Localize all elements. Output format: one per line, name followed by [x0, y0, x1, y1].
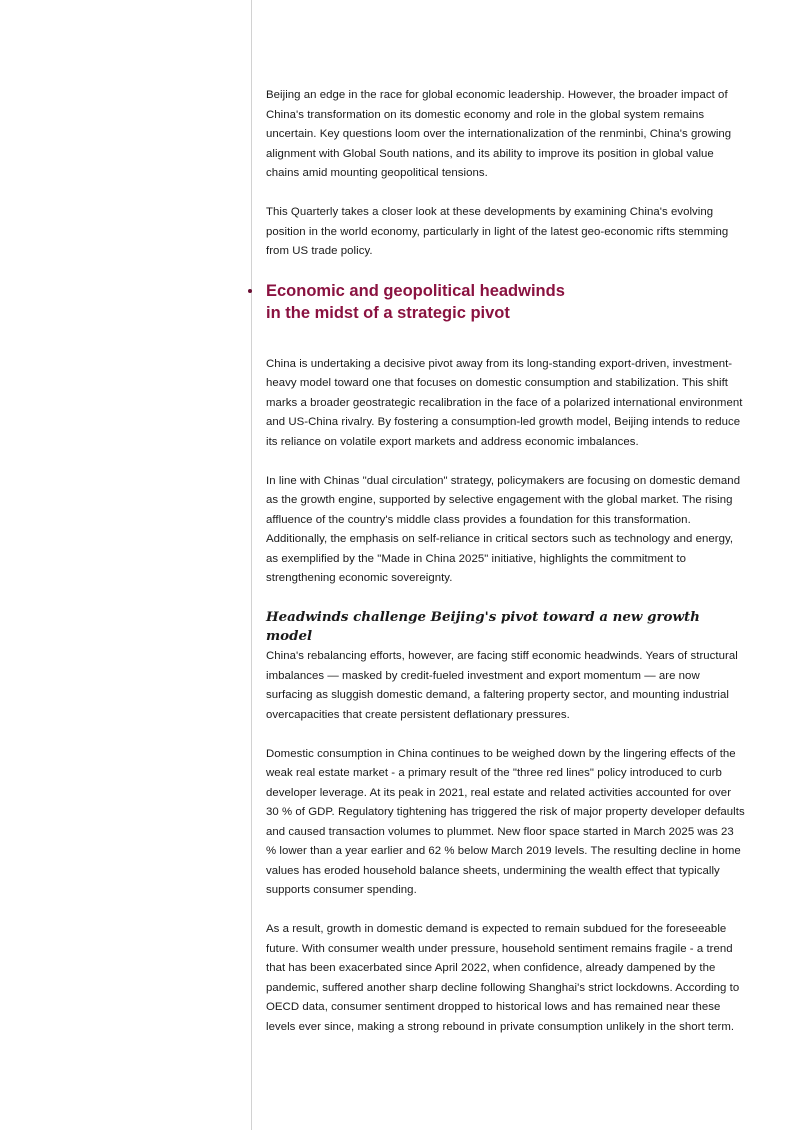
section-heading-line: in the midst of a strategic pivot — [266, 303, 510, 322]
subsection-heading: Headwinds challenge Beijing's pivot toward a new growth model — [266, 609, 700, 644]
section-heading-line: Economic and geopolitical headwinds — [266, 281, 565, 300]
section-paragraph: In line with Chinas "dual circulation" strategy, policymakers are focusing on domestic demand as the growth engine, supported by selective engagement with the global market. The rising affluence of the country's middle class provides a foundation for this transformation. Additionally, the emphasis on self-reliance in critical sectors such as technology and energy, as exemplified by the "Made in China 2025" initiative, highlights the commitment to strengthening economic sovereignty. — [266, 474, 741, 584]
margin-rule — [251, 0, 252, 1130]
article-body — [266, 86, 746, 1037]
section-heading — [266, 280, 746, 324]
bullet-icon — [248, 289, 252, 293]
subsection-paragraph: As a result, growth in domestic demand is expected to remain subdued for the foreseeable future. With consumer wealth under pressure, household sentiment remains fragile - a trend that has been exacerbated since April 2022, when confidence, already dampened by the pandemic, suffered another sharp decline following Shanghai's strict lockdowns. According to OECD data, consumer sentiment dropped to historical lows and has remained near these levels ever since, making a strong rebound in private consumption unlikely in the short term. — [266, 923, 740, 1033]
subsection-paragraph: China's rebalancing efforts, however, are facing stiff economic headwinds. Years of structural imbalances — masked by credit-fueled investment and export momentum — are now surfacing as sluggish domestic demand, a faltering property sector, and mounting industrial overcapacities that create persistent deflationary pressures. — [266, 650, 738, 721]
subsection-paragraph: Domestic consumption in China continues to be weighed down by the lingering effects of the weak real estate market - a primary result of the "three red lines" policy introduced to curb developer leverage. At its peak in 2021, real estate and related activities accounted for over 30 % of GDP. Regulatory tightening has triggered the risk of major property developer defaults and caused transaction volumes to plummet. New floor space started in March 2025 was 23 % lower than a year earlier and 62 % below March 2019 levels. The resulting decline in home values has eroded household balance sheets, undermining the wealth effect that typically supports consumer spending. — [266, 747, 745, 896]
section-paragraph: China is undertaking a decisive pivot away from its long-standing export-driven, investment-heavy model toward one that focuses on domestic consumption and stabilization. This shift marks a broader geostrategic recalibration in the face of a polarized international environment and US-China rivalry. By fostering a consumption-led growth model, Beijing intends to reduce its reliance on volatile export markets and address economic imbalances. — [266, 357, 743, 448]
intro-paragraph: This Quarterly takes a closer look at these developments by examining China's evolving position in the world economy, particularly in light of the latest geo-economic rifts stemming from US trade policy. — [266, 206, 729, 257]
intro-paragraph: Beijing an edge in the race for global economic leadership. However, the broader impact of China's transformation on its domestic economy and role in the global system remains uncertain. Key questions loom over the internationalization of the renminbi, China's growing alignment with Global South nations, and its ability to improve its position in global value chains amid mounting geopolitical tensions. — [266, 89, 732, 179]
